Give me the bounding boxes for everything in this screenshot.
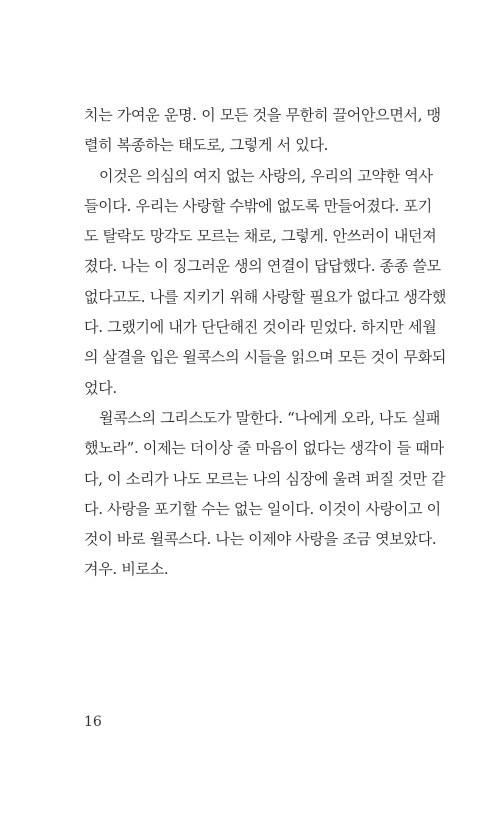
text-line: 했노라”. 이제는 더이상 줄 마음이 없다는 생각이 들 때마 — [84, 439, 444, 458]
text-line: 들이다. 우리는 사랑할 수밖에 없도록 만들어졌다. 포기 — [84, 196, 432, 215]
text-line: 의 살결을 입은 윌콕스의 시들을 읽으며 모든 것이 무화되 — [84, 348, 447, 367]
page-number: 16 — [84, 714, 102, 730]
text-line: 다. 그랬기에 내가 단단해진 것이라 믿었다. 하지만 세월 — [84, 318, 437, 337]
text-line: 치는 가여운 운명. 이 모든 것을 무한히 끌어안으면서, 맹 — [84, 106, 441, 124]
text-line: 도 탈락도 망각도 모르는 채로, 그렇게. 안쓰러이 내던져 — [84, 227, 437, 246]
text-line: 었다. — [84, 378, 117, 397]
text-line: 것이 바로 윌콕스다. 나는 이제야 사랑을 조금 엿보았다. — [84, 530, 437, 549]
text-line: 이것은 의심의 여지 없는 사랑의, 우리의 고약한 역사 — [99, 166, 433, 185]
text-line: 졌다. 나는 이 징그러운 생의 연결이 답답했다. 종종 쓸모 — [84, 257, 441, 276]
text-line: 없다고도. 나를 지키기 위해 사랑할 필요가 없다고 생각했 — [84, 287, 447, 306]
text-line: 겨우. 비로소. — [84, 560, 169, 579]
text-line: 다, 이 소리가 나도 모르는 나의 심장에 울려 퍼질 것만 같 — [84, 469, 446, 488]
text-line: 다. 사랑을 포기할 수는 없는 일이다. 이것이 사랑이고 이 — [84, 499, 441, 518]
text-line: 렬히 복종하는 태도로, 그렇게 서 있다. — [84, 136, 329, 155]
body-text — [84, 100, 447, 585]
text-line: 윌콕스의 그리스도가 말한다. “나에게 오라, 나도 실패 — [99, 408, 441, 427]
